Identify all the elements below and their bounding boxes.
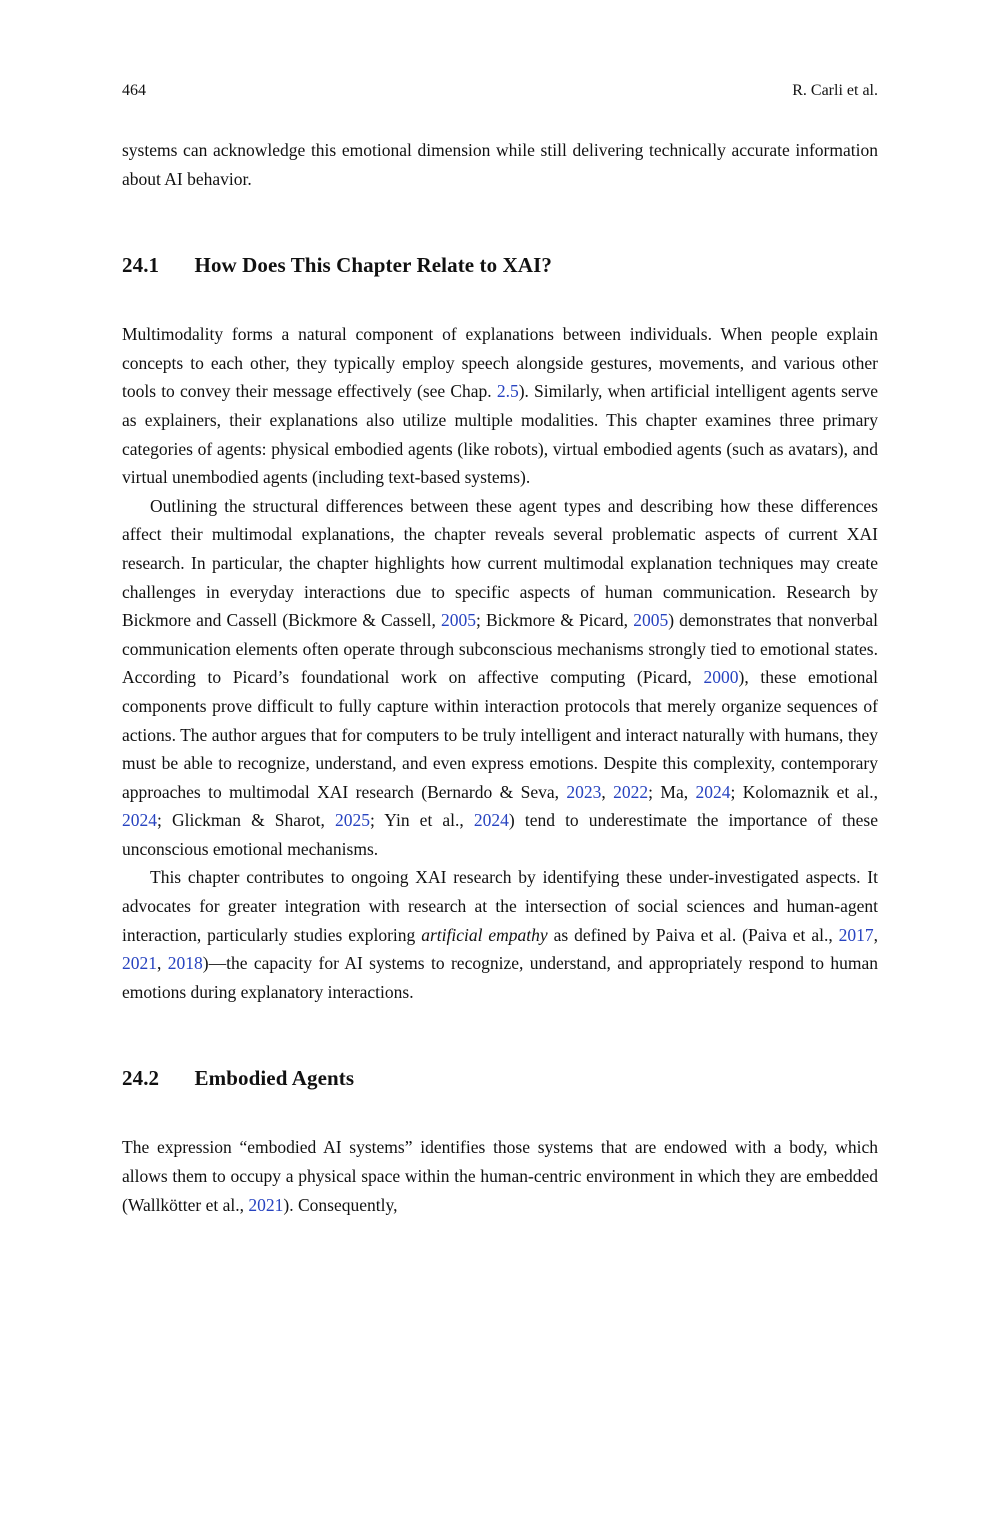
body-text: ) demonstrates that nonverbal communication elements often operate through subconscious mechanisms strongly tied to emotional states. According to Picard’s foundational work on affective computing (Picard, — [122, 610, 878, 688]
body-text: ; Kolomaznik et al., — [730, 781, 879, 802]
body-text: ; Bickmore & Picard, — [476, 610, 634, 631]
citation-link[interactable]: 2018 — [167, 953, 203, 974]
body-text: , — [157, 953, 168, 974]
page-number: 464 — [122, 82, 146, 99]
citation-link[interactable]: 2023 — [566, 781, 602, 802]
body-text: ; Ma, — [648, 781, 696, 802]
body-text: , — [873, 924, 878, 945]
body-text: ). Consequently, — [283, 1194, 398, 1215]
body-text: ), these emotional components prove difficult to fully capture within interaction protocols that merely organize sequences of actions. The author argues that for computers to be truly intelligent and interact naturally with humans, they must be able to recognize, understand, and even express emotions. Despite this complexity, contemporary approaches to multimodal XAI research (Bernardo & Seva, — [122, 667, 878, 802]
section-number: 24.1 — [122, 253, 160, 278]
paragraph-embodied — [122, 1133, 878, 1219]
body-text: systems can acknowledge this emotional dimension while still delivering technically accurate information about AI behavior. — [122, 140, 878, 189]
citation-link[interactable]: 2024 — [695, 781, 731, 802]
body-text: ; Glickman & Sharot, — [157, 810, 335, 831]
citation-link[interactable]: 2000 — [703, 667, 739, 688]
citation-link[interactable]: 2022 — [613, 781, 649, 802]
citation-link[interactable]: 2024 — [122, 810, 157, 831]
citation-link[interactable]: 2005 — [633, 610, 669, 631]
section-number: 24.2 — [122, 1066, 160, 1091]
paragraph-multimodality — [122, 320, 878, 492]
body-text: ). Similarly, when artificial intelligent agents serve as explainers, their explanations also utilize multiple modalities. This chapter examines three primary categories of agents: physical embodied agents (like robots), virtual embodied agents (such as avatars), and virtual unembodied agents (including text-based systems). — [122, 381, 878, 488]
body-text: This chapter contributes to ongoing XAI research by identifying these under-investigated aspects. It advocates for greater integration with research at the intersection of social sciences and human-agent interaction, particularly studies exploring — [122, 867, 878, 945]
paragraph-intro — [122, 136, 878, 193]
body-text: as defined by Paiva et al. (Paiva et al., — [547, 924, 839, 945]
body-text: , — [601, 781, 614, 802]
section-heading-24-2 — [122, 1066, 878, 1091]
paragraph-contributes — [122, 863, 878, 1006]
emphasized-text: artificial empathy — [421, 924, 548, 945]
citation-link[interactable]: 2024 — [473, 810, 509, 831]
body-text: ; Yin et al., — [369, 810, 474, 831]
body-text: )—the capacity for AI systems to recognize, understand, and appropriately respond to human emotions during explanatory interactions. — [122, 953, 879, 1002]
body-text: The expression “embodied AI systems” identifies those systems that are endowed with a body, which allows them to occupy a physical space within the human-centric environment in which they are embedded (Wallkötter et al., — [122, 1137, 878, 1215]
section-title: How Does This Chapter Relate to XAI? — [194, 253, 552, 278]
body-text: Multimodality forms a natural component of explanations between individuals. When people explain concepts to each other, they typically employ speech alongside gestures, movements, and various other tools to convey their message effectively (see Chap. — [122, 324, 878, 402]
running-head: R. Carli et al. — [792, 82, 878, 99]
body-text: ) tend to underestimate the importance of these unconscious emotional mechanisms. — [122, 810, 878, 859]
section-heading-24-1 — [122, 253, 878, 278]
citation-link[interactable]: 2025 — [334, 810, 370, 831]
body-text: Outlining the structural differences between these agent types and describing how these differences affect their multimodal explanations, the chapter reveals several problematic aspects of current XAI research. In particular, the chapter highlights how current multimodal explanation techniques may create challenges in everyday interactions due to specific aspects of human communication. Research by Bickmore and Cassell (Bickmore & Cassell, — [122, 495, 878, 631]
section-title: Embodied Agents — [194, 1066, 355, 1091]
citation-link[interactable]: 2021 — [122, 953, 157, 974]
citation-link[interactable]: 2005 — [441, 610, 477, 631]
paragraph-outlining — [122, 492, 878, 864]
citation-link[interactable]: 2021 — [248, 1194, 284, 1215]
page-header — [122, 82, 878, 100]
citation-link[interactable]: 2.5 — [496, 381, 519, 402]
citation-link[interactable]: 2017 — [838, 924, 874, 945]
